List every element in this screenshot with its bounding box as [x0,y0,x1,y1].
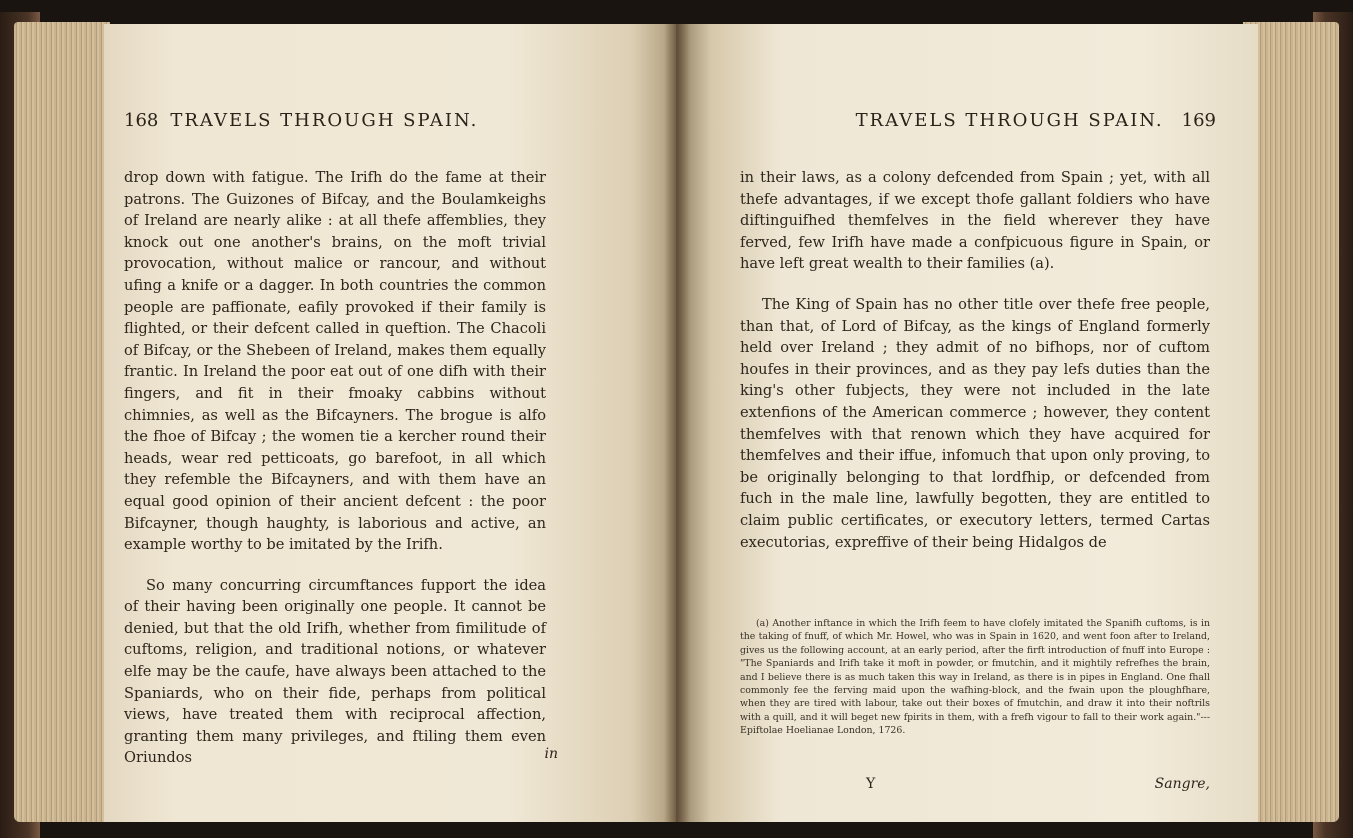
right-footnote [740,617,1210,738]
left-paragraph-2: So many concurring circumftances fupport the idea of their having been originally one people. It cannot be denied, but that the old Irifh, whether from fimilitude of cuftoms, religion, and traditional notions, or whatever elfe may be the caufe, have always been attached to the Spaniards, who on their fide, perhaps from political views, have treated them with reciprocal affection, granting them many privileges, and ftiling them even Oriundos [124,576,546,767]
right-paragraph-1: in their laws, as a colony defcended from Spain ; yet, with all thefe advantages, if we except thofe gallant foldiers who have diftinguifhed themfelves in the field wherever they have ferved, few Irifh have made a confpicuous figure in Spain, or have left great wealth to their families (a). [740,169,1210,273]
left-page-number: 168 [124,110,159,131]
book-gutter [664,24,690,822]
right-catchword: Sangre, [1154,776,1210,792]
signature-mark: Y [866,776,876,792]
left-paragraph-1: drop down with fatigue. The Irifh do the fame at their patrons. The Guizones of Bifcay, and the Boulamkeighs of Ireland are nearly alike : at all thefe affemblies, they knock out one another's brains, on the moft trivial provocation, without malice or rancour, and without ufing a knife or a dagger. In both countries the common people are paffionate, eafily provoked if their family is flighted, or their defcent called in queftion. The Chacoli of Bifcay, or the Shebeen of Ireland, makes them equally frantic. In Ireland the poor eat out of one difh with their fingers, and fit in their fmoaky cabbins without chimnies, as well as the Bifcayners. The brogue is alfo the fhoe of Bifcay ; the women tie a kercher round their heads, wear red petticoats, go barefoot, in all which they refemble the Bifcayners, and with them have an equal good opinion of their ancient defcent : the poor Bifcayner, though haughty, is laborious and active, an example worthy to be imitated by the Irifh. [124,169,546,554]
left-running-head [124,110,664,131]
left-page [104,24,678,822]
left-head-title: TRAVELS THROUGH SPAIN. [170,110,479,131]
page-stack-left [14,22,110,822]
left-catchword: in [544,746,558,762]
right-head-title: TRAVELS THROUGH SPAIN. [855,110,1164,131]
right-running-head [716,110,1216,131]
right-page [676,24,1258,822]
left-body-text [124,167,546,769]
right-page-number: 169 [1181,110,1216,131]
footnote-text: (a) Another inftance in which the Irifh feem to have clofely imitated the Spanifh cuftoms, is in the taking of fnuff, of which Mr. Howel, who was in Spain in 1620, and went foon after to Ireland, gives us the following account, at an early period, after the firft introduction of fnuff into Europe : "The Spaniards and Irifh take it moft in powder, or fmutchin, and it mightily refrefhes the brain, and I believe there is as much taken this way in Ireland, as there is in pipes in England. One fhall commonly fee the ferving maid upon the wafhing-block, and the fwain upon the ploughfhare, when they are tired with labour, take out their boxes of fmutchin, and draw it into their noftrils with a quill, and it will beget new fpirits in them, with a frefh vigour to fall to their work again."---Epiftolae Hoelianae London, 1726. [740,618,1210,737]
right-body-text [740,167,1210,553]
right-paragraph-2: The King of Spain has no other title over thefe free people, than that, of Lord of Bifcay, as the kings of England formerly held over Ireland ; they admit of no bifhops, nor of cuftom houfes in their provinces, and as they pay lefs duties than the king's other fubjects, they were not included in the late extenfions of the American commerce ; however, they content themfelves with that renown which they have acquired for themfelves and their iffue, infomuch that upon only proving, to be originally belonging to that lordfhip, or defcended from fuch in the male line, lawfully begotten, they are entitled to claim public certificates, or executory letters, termed Cartas executorias, expreffive of their being Hidalgos de [740,295,1210,551]
